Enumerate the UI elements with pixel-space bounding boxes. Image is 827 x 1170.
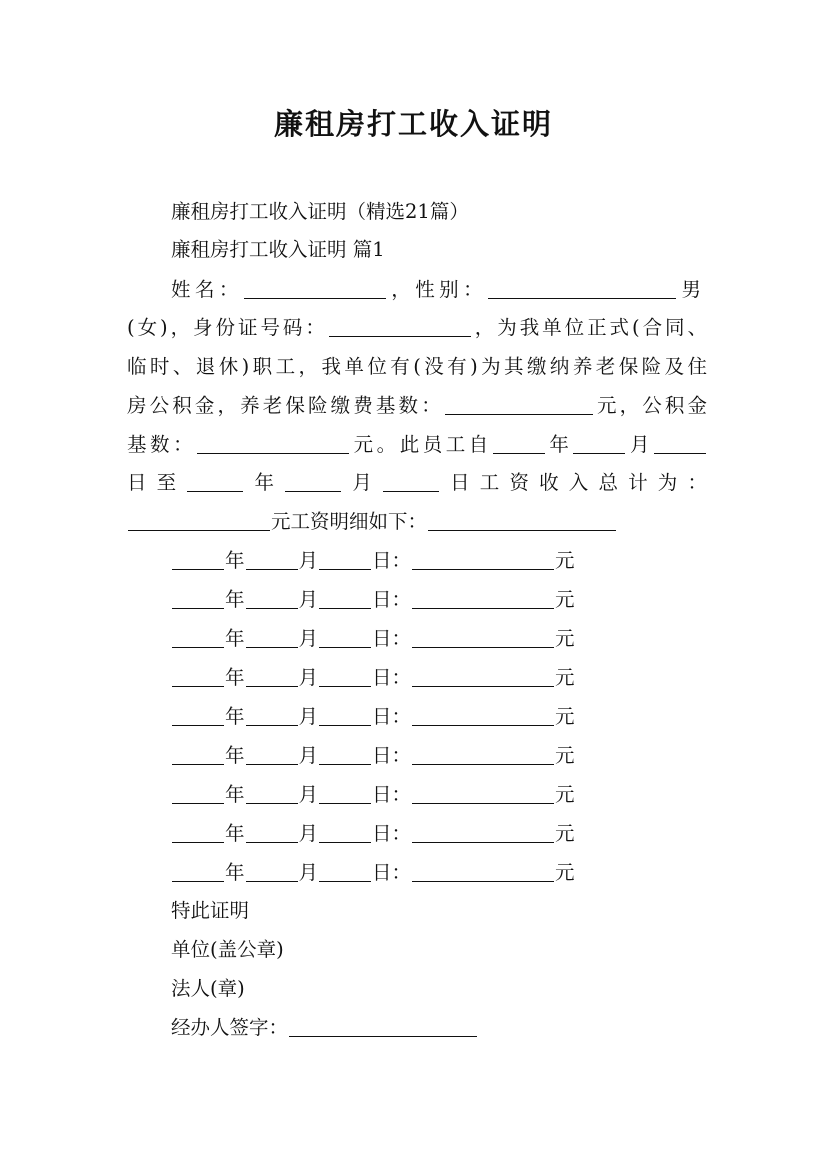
monthly-detail-row [171,820,575,848]
row-month-label: 月 [298,705,319,728]
from-month-label: 月 [626,433,653,456]
to-year-label: 年 [244,471,285,494]
row-day-blank [319,667,371,688]
certify-text: 特此证明 [171,899,250,922]
row-year-label: 年 [225,822,245,845]
row-unit-label: 元 [555,666,575,689]
row-day-label: 日： [372,588,412,611]
body-line-1 [171,276,701,304]
from-day-blank [654,434,706,455]
row-month-blank [246,589,298,610]
row-day-blank [319,823,371,844]
row-month-label: 月 [298,744,319,767]
row-unit-label: 元 [555,627,575,650]
name-label: 姓名： [171,278,243,301]
row-unit-label: 元 [555,705,575,728]
handler-signature-blank [289,1017,477,1038]
monthly-detail-row [171,781,575,809]
row-day-blank [319,706,371,727]
row-day-label: 日： [372,627,412,650]
fund-label: 元，公积金 [593,394,707,417]
row-day-blank [319,784,371,805]
from-month-blank [573,434,625,455]
row-year-label: 年 [225,627,245,650]
row-amount-blank [412,823,554,844]
row-month-label: 月 [298,588,319,611]
row-year-blank [172,862,224,883]
row-month-blank [246,667,298,688]
row-year-label: 年 [225,549,245,572]
to-year-blank [187,472,243,493]
row-day-blank [319,745,371,766]
body-line-7 [127,508,647,536]
row-year-blank [172,667,224,688]
row-year-label: 年 [225,705,245,728]
row-day-label: 日： [372,549,412,572]
monthly-detail-row [171,703,575,731]
row-month-blank [246,628,298,649]
gender-blank [488,279,676,300]
row-day-blank [319,589,371,610]
gender-female-id-label: (女)，身份证号码： [127,316,328,339]
row-day-blank [319,628,371,649]
monthly-detail-row [171,547,575,575]
legal-person-seal: 法人(章) [171,977,245,1000]
body-line-5 [127,431,707,459]
gender-male: 男 [677,278,701,301]
row-year-blank [172,550,224,571]
row-day-blank [319,862,371,883]
body-line-4 [127,392,707,420]
pension-base-label: 房公积金，养老保险缴费基数： [127,394,444,417]
row-month-blank [246,784,298,805]
row-year-blank [172,706,224,727]
row-year-blank [172,628,224,649]
handler-label: 经办人签字： [171,1016,289,1039]
from-year-blank [493,434,545,455]
monthly-detail-row [171,859,575,887]
to-month-blank [285,472,341,493]
total-blank [128,511,270,532]
monthly-detail-row [171,586,575,614]
row-year-label: 年 [225,588,245,611]
row-day-label: 日： [372,861,412,884]
to-day-blank [383,472,439,493]
handler-signature [171,1014,751,1042]
detail-label: 元工资明细如下： [271,510,428,533]
row-amount-blank [412,784,554,805]
from-label: 元。此员工自 [350,433,492,456]
row-unit-label: 元 [555,549,575,572]
row-year-blank [172,745,224,766]
row-month-blank [246,862,298,883]
row-month-label: 月 [298,861,319,884]
total-label: 日工资收入总计为： [439,471,707,494]
section-heading: 廉租房打工收入证明 篇1 [171,238,385,261]
row-day-label: 日： [372,666,412,689]
row-unit-label: 元 [555,861,575,884]
row-amount-blank [412,667,554,688]
fund-base-blank [197,434,349,455]
row-year-blank [172,823,224,844]
fund-base-label: 基数： [127,433,197,456]
unit-seal: 单位(盖公章) [171,938,284,961]
row-year-label: 年 [225,861,245,884]
row-amount-blank [412,706,554,727]
monthly-detail-row [171,664,575,692]
row-unit-label: 元 [555,744,575,767]
employment-text: ，为我单位正式(合同、 [471,316,708,339]
to-label: 日至 [127,471,187,494]
name-blank [244,279,386,300]
from-year-label: 年 [545,433,573,456]
row-year-blank [172,784,224,805]
row-month-blank [246,823,298,844]
row-amount-blank [412,862,554,883]
row-year-label: 年 [225,783,245,806]
row-amount-blank [412,628,554,649]
body-line-2 [127,314,707,342]
pension-base-blank [445,395,593,416]
body-line-6 [127,469,707,497]
gender-label: ，性别： [386,278,488,301]
row-day-blank [319,550,371,571]
id-number-blank [329,317,471,338]
row-month-blank [246,745,298,766]
row-year-blank [172,589,224,610]
row-year-label: 年 [225,666,245,689]
row-unit-label: 元 [555,588,575,611]
detail-blank [428,511,616,532]
body-line-3: 临时、退休)职工，我单位有(没有)为其缴纳养老保险及住 [127,355,707,378]
row-amount-blank [412,550,554,571]
row-month-blank [246,706,298,727]
row-day-label: 日： [372,822,412,845]
monthly-detail-row [171,625,575,653]
row-day-label: 日： [372,783,412,806]
document-title: 廉租房打工收入证明 [273,107,553,141]
row-month-label: 月 [298,627,319,650]
row-month-label: 月 [298,666,319,689]
row-month-label: 月 [298,549,319,572]
row-unit-label: 元 [555,783,575,806]
row-amount-blank [412,589,554,610]
row-day-label: 日： [372,705,412,728]
row-day-label: 日： [372,744,412,767]
row-year-label: 年 [225,744,245,767]
row-month-label: 月 [298,783,319,806]
document-subtitle: 廉租房打工收入证明（精选21篇） [171,200,469,223]
to-month-label: 月 [342,471,382,494]
row-unit-label: 元 [555,822,575,845]
row-amount-blank [412,745,554,766]
monthly-detail-row [171,742,575,770]
row-month-blank [246,550,298,571]
row-month-label: 月 [298,822,319,845]
